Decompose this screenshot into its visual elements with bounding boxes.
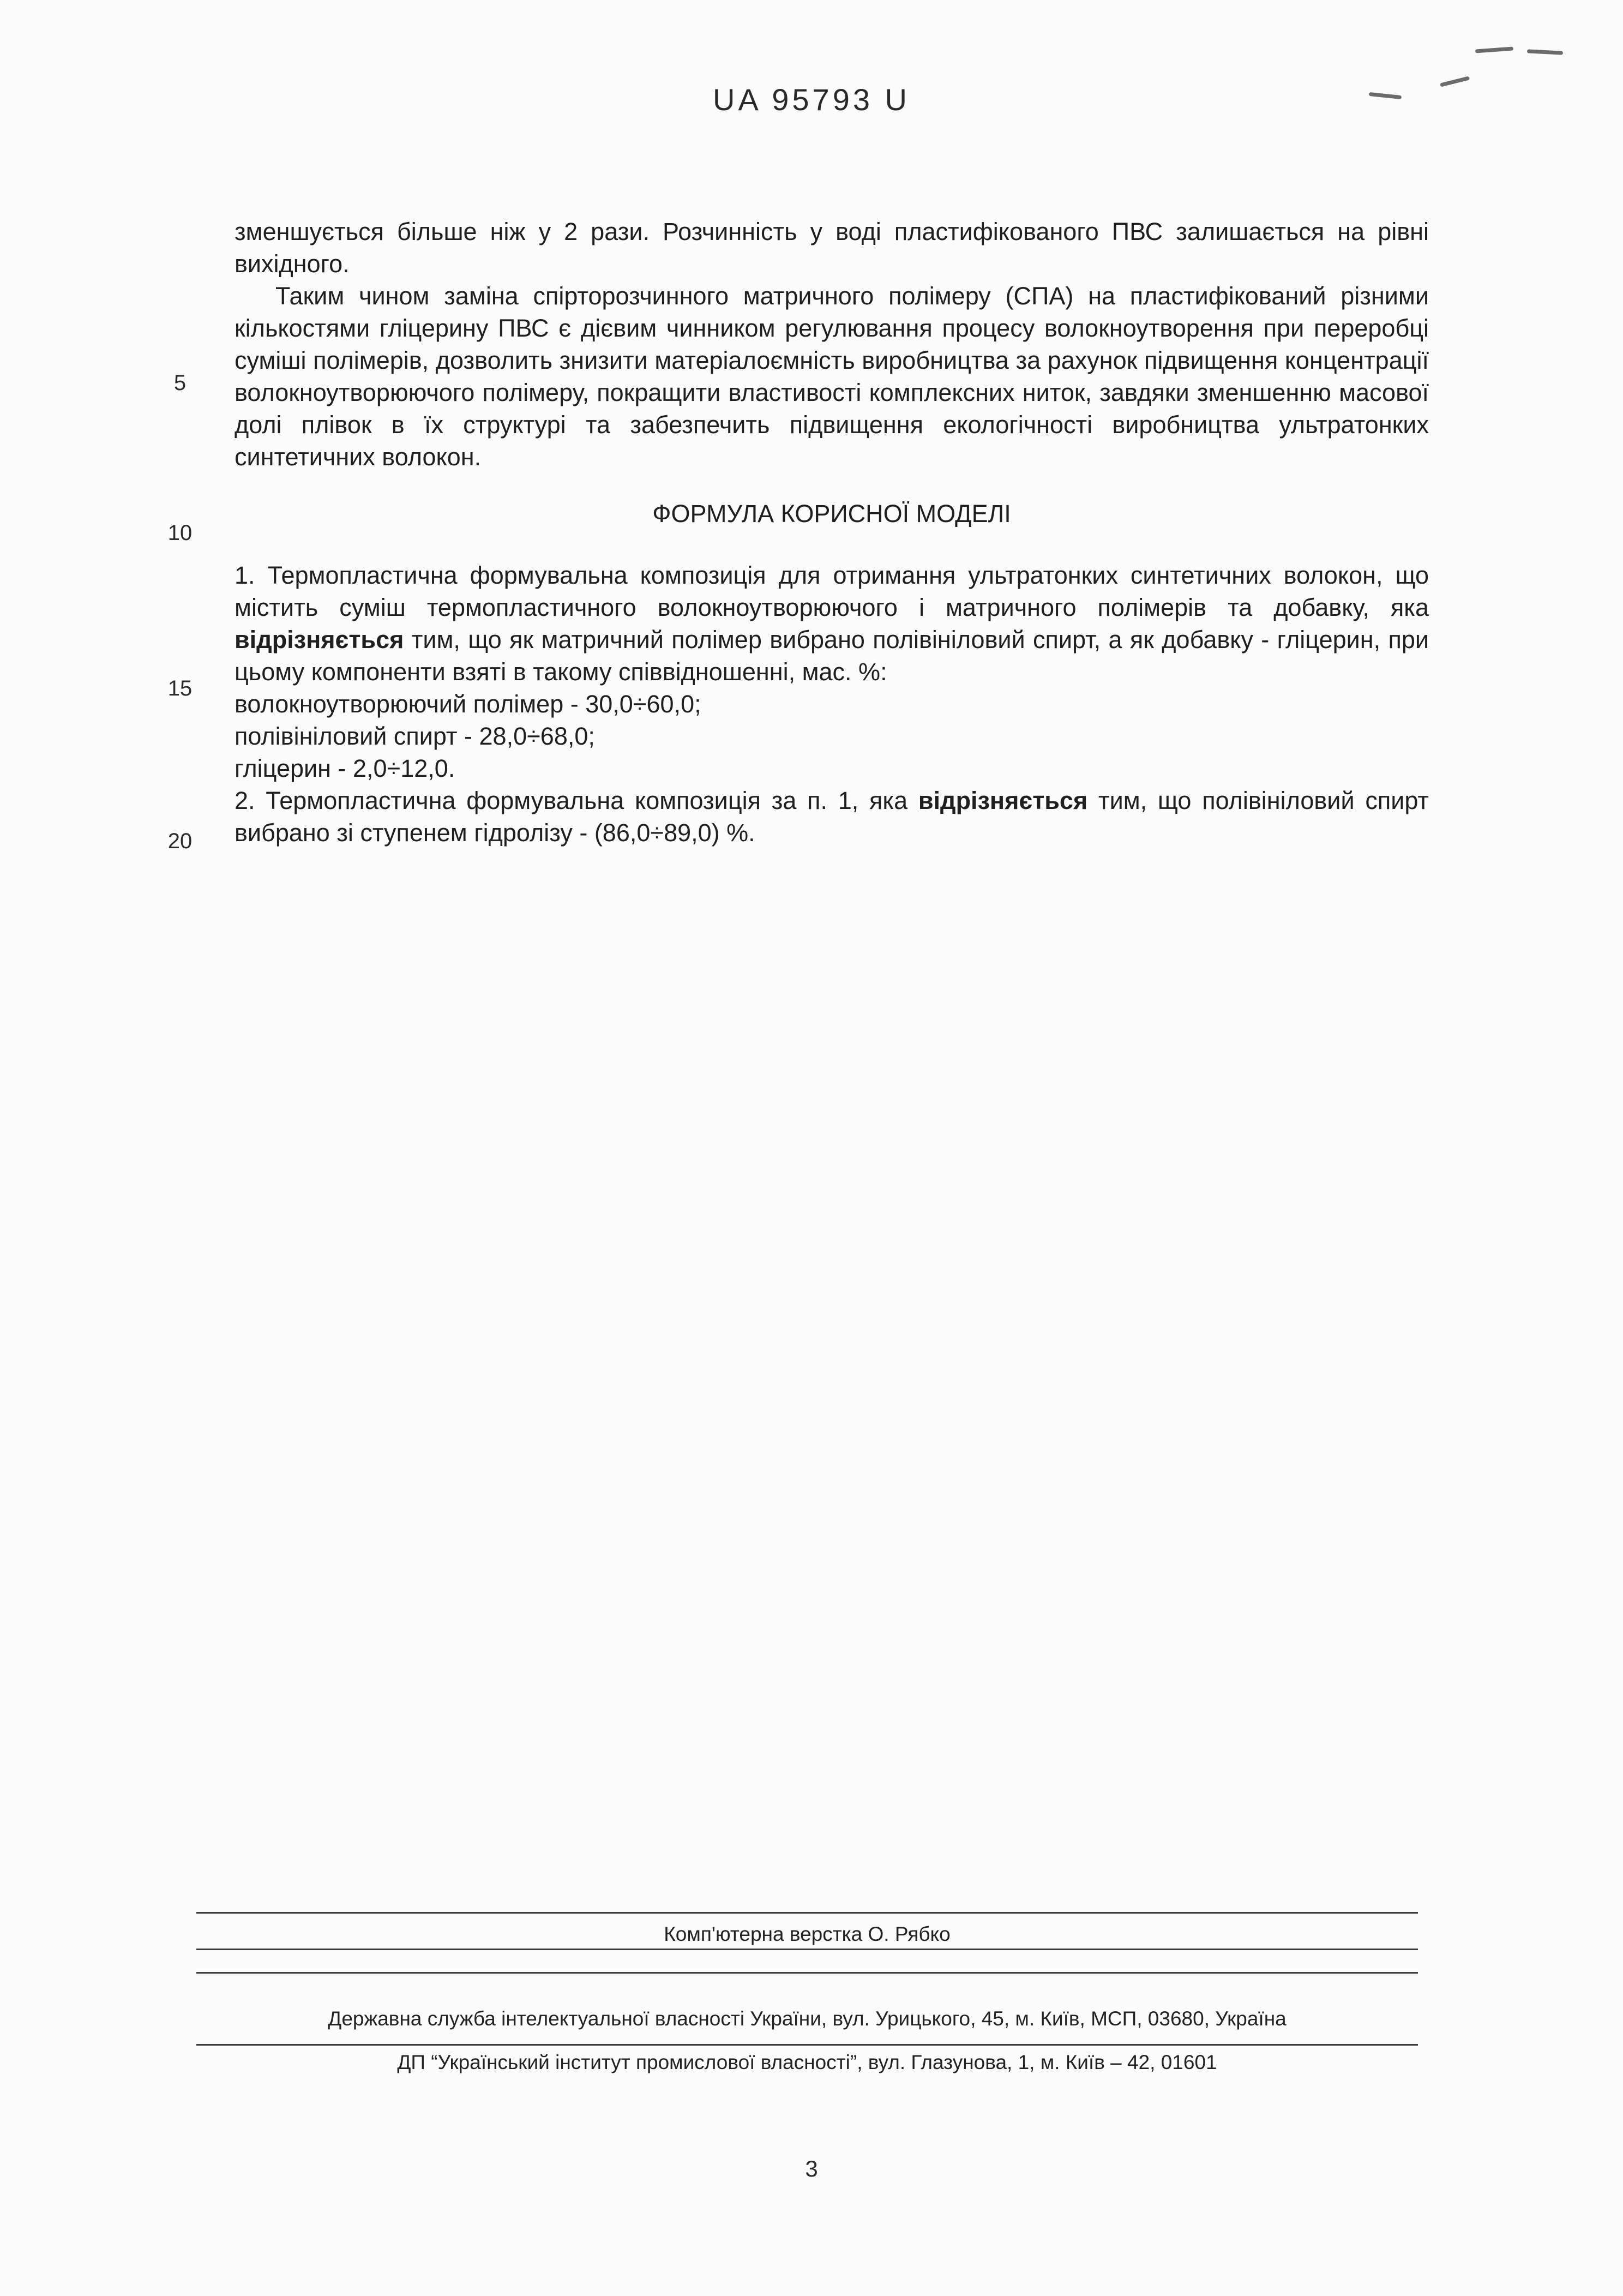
claim-1-text-start: 1. Термопластична формувальна композиція для отримання ультратонких синтетичних волокон, що містить суміш термопластичного волокноутворюючого і матричного полімерів та добавку, яка — [235, 561, 1429, 621]
footer-ip-service-address: Державна служба інтелектуальної власності України, вул. Урицького, 45, м. Київ, МСП, 03680, Україна — [328, 2007, 1287, 2030]
claim-2-text-start: 2. Термопластична формувальна композиція за п. 1, яка — [235, 787, 918, 814]
line-number-10: 10 — [167, 521, 193, 545]
claim-1-keyword: відрізняється — [235, 626, 404, 654]
document-number: UA 95793 U — [713, 82, 910, 117]
footer-rule-top — [196, 1912, 1418, 1914]
claim-1 — [235, 559, 1429, 688]
line-number-15: 15 — [167, 676, 193, 700]
footer-rule-lower — [196, 1972, 1418, 1974]
body-text — [235, 215, 1429, 849]
footer-layout-credit: Комп'ютерна верстка О. Рябко — [664, 1923, 951, 1945]
claim-2 — [235, 784, 1429, 849]
claim-2-text-end: тим, що полівініловий спирт вибрано зі ступенем гідролізу - (86,0÷89,0) %. — [235, 787, 1429, 847]
component-glycerin: гліцерин - 2,0÷12,0. — [235, 754, 455, 782]
claim-2-keyword: відрізняється — [918, 787, 1088, 814]
component-polyvinyl-alcohol: полівініловий спирт - 28,0÷68,0; — [235, 722, 595, 750]
claim-1-text-end: тим, що як матричний полімер вибрано полівініловий спирт, а як добавку - гліцерин, при цьому компоненти взяті в такому співвідношенні, мас. %: — [235, 626, 1429, 686]
component-fiber-polymer: волокноутворюючий полімер - 30,0÷60,0; — [235, 690, 701, 718]
footer-rule-bottom — [196, 2044, 1418, 2046]
page-number: 3 — [805, 2156, 818, 2181]
footer-rule-middle — [196, 1949, 1418, 1950]
scan-mark — [1475, 47, 1513, 53]
footer-institute-address: ДП “Український інститут промислової власності”, вул. Глазунова, 1, м. Київ – 42, 01601 — [397, 2051, 1217, 2073]
paragraph-conclusion: Таким чином заміна спірторозчинного матричного полімеру (СПА) на пластифікований різними кількостями гліцерину ПВС є дієвим чинником регулювання процесу волокноутворення при переробці суміші полімерів, дозволить знизити матеріалоємність виробництва за рахунок підвищення концентрації волокноутворюючого полімеру, покращити властивості комплексних ниток, завдяки зменшенню масової долі плівок в їх структурі та забезпечить підвищення екологічності виробництва ультратонких синтетичних волокон. — [235, 282, 1429, 471]
scan-mark — [1527, 49, 1563, 55]
section-heading: ФОРМУЛА КОРИСНОЇ МОДЕЛІ — [652, 500, 1011, 527]
paragraph-solubility: зменшується більше ніж у 2 рази. Розчинність у воді пластифікованого ПВС залишається на рівні вихідного. — [235, 218, 1429, 278]
line-number-20: 20 — [167, 829, 193, 853]
line-number-5: 5 — [173, 371, 187, 395]
